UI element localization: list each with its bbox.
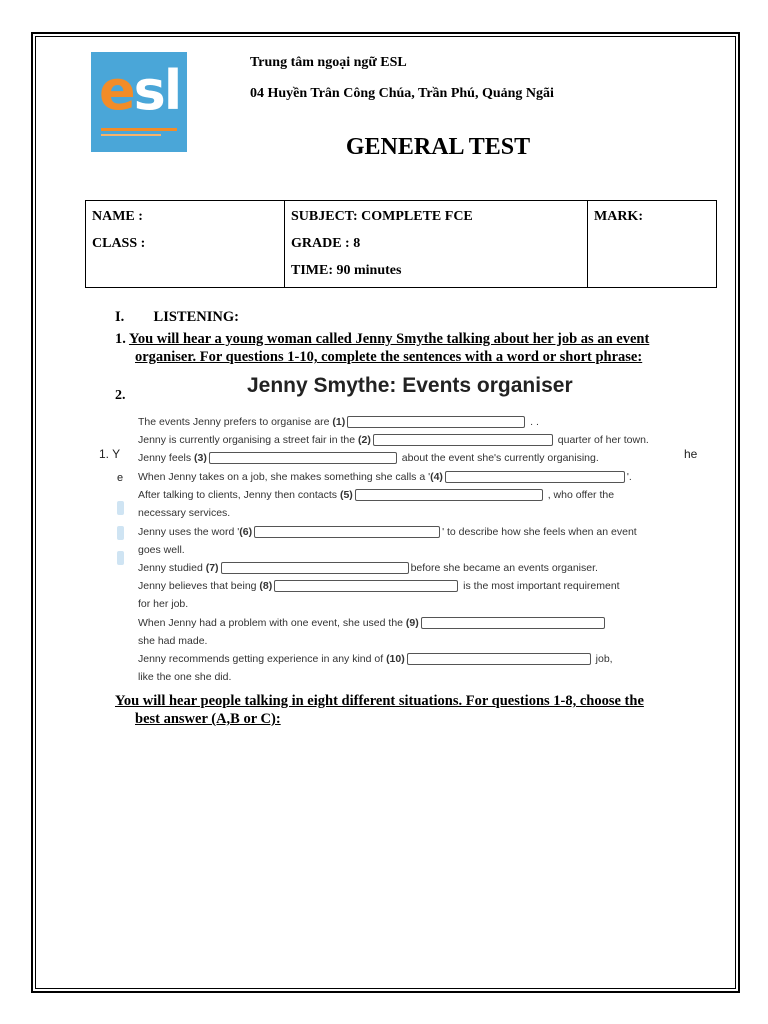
time-label: TIME: 90 minutes bbox=[291, 263, 402, 278]
exercise-line: Jenny studied (7) before she became an events organiser. bbox=[138, 562, 598, 574]
section-title: LISTENING: bbox=[153, 309, 239, 325]
exercise-line: she had made. bbox=[138, 635, 208, 647]
exercise-line: Jenny feels (3) about the event she's currently organising. bbox=[138, 452, 599, 464]
blank-number: (5) bbox=[339, 489, 353, 501]
exercise-line: The events Jenny prefers to organise are (1) . . bbox=[138, 416, 539, 428]
exercise-line: Jenny uses the word '(6) ' to describe how she feels when an event bbox=[138, 526, 637, 538]
class-label: CLASS : bbox=[92, 236, 146, 251]
exercise-line: like the one she did. bbox=[138, 671, 232, 683]
blank-number: (6) bbox=[239, 526, 253, 538]
grade-label: GRADE : 8 bbox=[291, 236, 361, 251]
faded-text-left: 1. Y bbox=[99, 447, 121, 461]
exercise-line: Jenny believes that being (8) is the most important requirement bbox=[138, 580, 620, 592]
question-1-line-2: organiser. For questions 1-10, complete the sentences with a word or short phrase: bbox=[135, 349, 643, 365]
mark-label: MARK: bbox=[594, 209, 643, 224]
answer-blank[interactable] bbox=[274, 580, 458, 592]
blank-number: (4) bbox=[430, 471, 443, 483]
exercise-line: necessary services. bbox=[138, 507, 231, 519]
student-info-table bbox=[85, 200, 717, 288]
question-2-line-1: You will hear people talking in eight different situations. For questions 1-8, choose the bbox=[115, 693, 644, 709]
exercise-line: When Jenny had a problem with one event, she used the (9) bbox=[138, 617, 607, 629]
center-address: 04 Huyền Trân Công Chúa, Trần Phú, Quảng Ngãi bbox=[250, 86, 554, 101]
exercise-line: When Jenny takes on a job, she makes something she calls a '(4) '. bbox=[138, 471, 632, 483]
section-heading bbox=[115, 309, 239, 326]
faded-text-e: e bbox=[117, 472, 124, 484]
answer-blank[interactable] bbox=[355, 489, 543, 501]
answer-blank[interactable] bbox=[373, 434, 553, 446]
answer-blank[interactable] bbox=[421, 617, 605, 629]
center-name: Trung tâm ngoại ngữ ESL bbox=[250, 55, 407, 70]
scanned-exercise bbox=[95, 372, 715, 688]
question-2-line-2: best answer (A,B or C): bbox=[135, 711, 281, 727]
blank-number: (10) bbox=[386, 653, 405, 665]
section-numeral: I. bbox=[115, 309, 125, 325]
exercise-line: Jenny is currently organising a street fair in the (2) quarter of her town. bbox=[138, 434, 649, 446]
answer-blank[interactable] bbox=[209, 452, 397, 464]
blank-number: (1) bbox=[332, 416, 346, 428]
blank-number: (2) bbox=[358, 434, 371, 446]
question-2-number: 2. bbox=[115, 388, 126, 403]
exercise-line: After talking to clients, Jenny then contacts (5) , who offer the bbox=[138, 489, 615, 501]
answer-blank[interactable] bbox=[221, 562, 409, 574]
answer-blank[interactable] bbox=[347, 416, 525, 428]
answer-blank[interactable] bbox=[254, 526, 440, 538]
exercise-heading: Jenny Smythe: Events organiser bbox=[247, 374, 573, 397]
answer-blank[interactable] bbox=[407, 653, 591, 665]
exercise-line: goes well. bbox=[138, 544, 185, 556]
name-label: NAME : bbox=[92, 209, 143, 224]
blank-number: (8) bbox=[259, 580, 273, 592]
blank-number: (7) bbox=[205, 562, 219, 574]
blank-number: (9) bbox=[405, 617, 419, 629]
faded-text-right: he bbox=[684, 447, 698, 461]
exercise-line: for her job. bbox=[138, 598, 189, 610]
blank-number: (3) bbox=[194, 452, 207, 464]
exercise-line: Jenny recommends getting experience in any kind of (10) job, bbox=[138, 653, 613, 665]
esl-logo: esl bbox=[91, 52, 187, 152]
question-1-line-1: 1. You will hear a young woman called Jenny Smythe talking about her job as an event bbox=[115, 331, 650, 347]
subject-label: SUBJECT: COMPLETE FCE bbox=[291, 209, 473, 224]
test-title: GENERAL TEST bbox=[345, 134, 531, 160]
answer-blank[interactable] bbox=[445, 471, 625, 483]
